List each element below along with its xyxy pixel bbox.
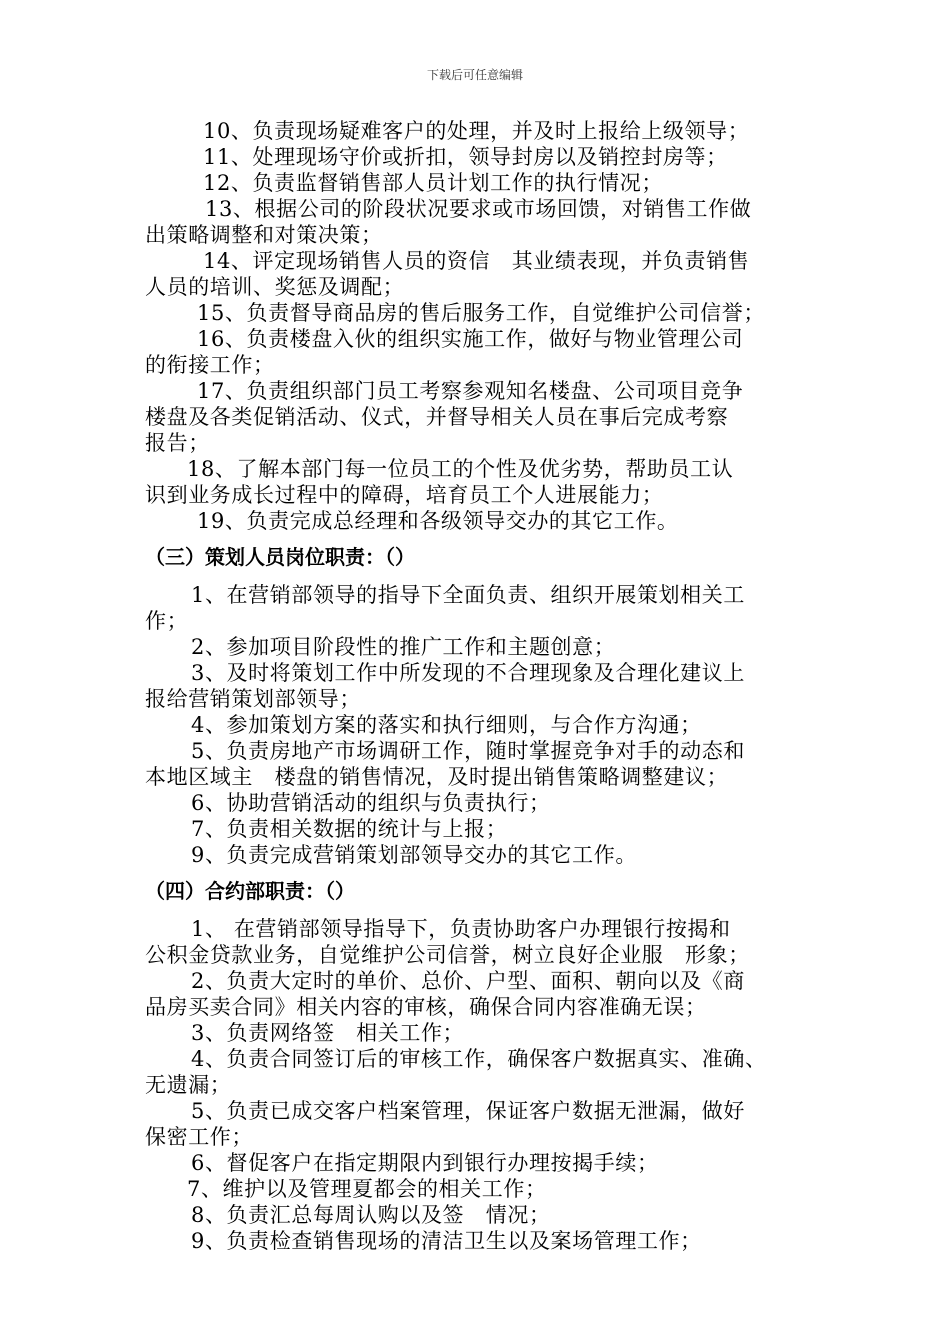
text-line: 16、负责楼盘入伙的组织实施工作，做好与物业管理公司 — [197, 327, 744, 351]
section-heading: （三）策划人员岗位职责：（） — [145, 545, 415, 569]
text-line: 6、协助营销活动的组织与负责执行； — [191, 791, 551, 815]
text-line: 10、负责现场疑难客户的处理，并及时上报给上级领导； — [203, 119, 750, 143]
document-body — [145, 118, 813, 1254]
text-line: 4、负责合同签订后的审核工作，确保客户数据真实、准确、 — [191, 1047, 767, 1071]
text-line: 14、评定现场销售人员的资信 其业绩表现，并负责销售 — [203, 249, 750, 273]
text-line: 品房买卖合同》相关内容的审核，确保合同内容准确无误； — [145, 995, 707, 1019]
text-line: 人员的培训、奖惩及调配； — [145, 275, 405, 299]
section-heading: （四）合约部职责：（） — [145, 879, 355, 903]
text-line: 12、负责监督销售部人员计划工作的执行情况； — [203, 171, 663, 195]
text-line: 19、负责完成总经理和各级领导交办的其它工作。 — [197, 509, 679, 533]
text-line: 11、处理现场守价或折扣，领导封房以及销控封房等； — [203, 145, 728, 169]
text-line: 报告； — [145, 431, 210, 455]
text-line: 3、负责网络签 相关工作； — [191, 1021, 465, 1045]
text-line: 无遗漏； — [145, 1073, 232, 1097]
text-line: 9、负责完成营销策划部领导交办的其它工作。 — [191, 843, 637, 867]
text-line: 4、参加策划方案的落实和执行细则，与合作方沟通； — [191, 713, 702, 737]
text-line: 17、负责组织部门员工考察参观知名楼盘、公司项目竞争 — [197, 379, 744, 403]
text-line: 2、参加项目阶段性的推广工作和主题创意； — [191, 635, 616, 659]
text-line: 保密工作； — [145, 1125, 253, 1149]
text-line: 6、督促客户在指定期限内到银行办理按揭手续； — [191, 1151, 659, 1175]
text-line: 18、了解本部门每一位员工的个性及优劣势，帮助员工认 — [187, 457, 734, 481]
text-line: 9、负责检查销售现场的清洁卫生以及案场管理工作； — [191, 1229, 702, 1253]
text-line: 楼盘及各类促销活动、仪式，并督导相关人员在事后完成考察 — [145, 405, 729, 429]
text-line: 识到业务成长过程中的障碍，培育员工个人进展能力； — [145, 483, 664, 507]
text-line: 5、负责房地产市场调研工作，随时掌握竞争对手的动态和 — [191, 739, 745, 763]
text-line: 出策略调整和对策决策； — [145, 223, 383, 247]
text-line: 的衔接工作； — [145, 353, 275, 377]
header-watermark: 下载后可任意编辑 — [426, 68, 523, 82]
text-line: 1、 在营销部领导指导下，负责协助客户办理银行按揭和 — [191, 917, 731, 941]
text-line: 8、负责汇总每周认购以及签 情况； — [191, 1203, 551, 1227]
text-line: 7、维护以及管理夏都会的相关工作； — [187, 1177, 547, 1201]
text-line: 作； — [145, 609, 189, 633]
text-line: 1、在营销部领导的指导下全面负责、组织开展策划相关工 — [191, 583, 745, 607]
text-line: 2、负责大定时的单价、总价、户型、面积、朝向以及《商 — [191, 969, 745, 993]
text-line: 公积金贷款业务，自觉维护公司信誉，树立良好企业服 形象； — [145, 943, 750, 967]
text-line: 3、及时将策划工作中所发现的不合理现象及合理化建议上 — [191, 661, 745, 685]
text-line: 7、负责相关数据的统计与上报； — [191, 817, 508, 841]
text-line: 5、负责已成交客户档案管理，保证客户数据无泄漏，做好 — [191, 1099, 745, 1123]
text-line: 本地区域主 楼盘的销售情况，及时提出销售策略调整建议； — [145, 765, 729, 789]
text-line: 报给营销策划部领导； — [145, 687, 361, 711]
text-line: 13、根据公司的阶段状况要求或市场回馈，对销售工作做 — [205, 197, 752, 221]
text-line: 15、负责督导商品房的售后服务工作，自觉维护公司信誉； — [197, 301, 765, 325]
